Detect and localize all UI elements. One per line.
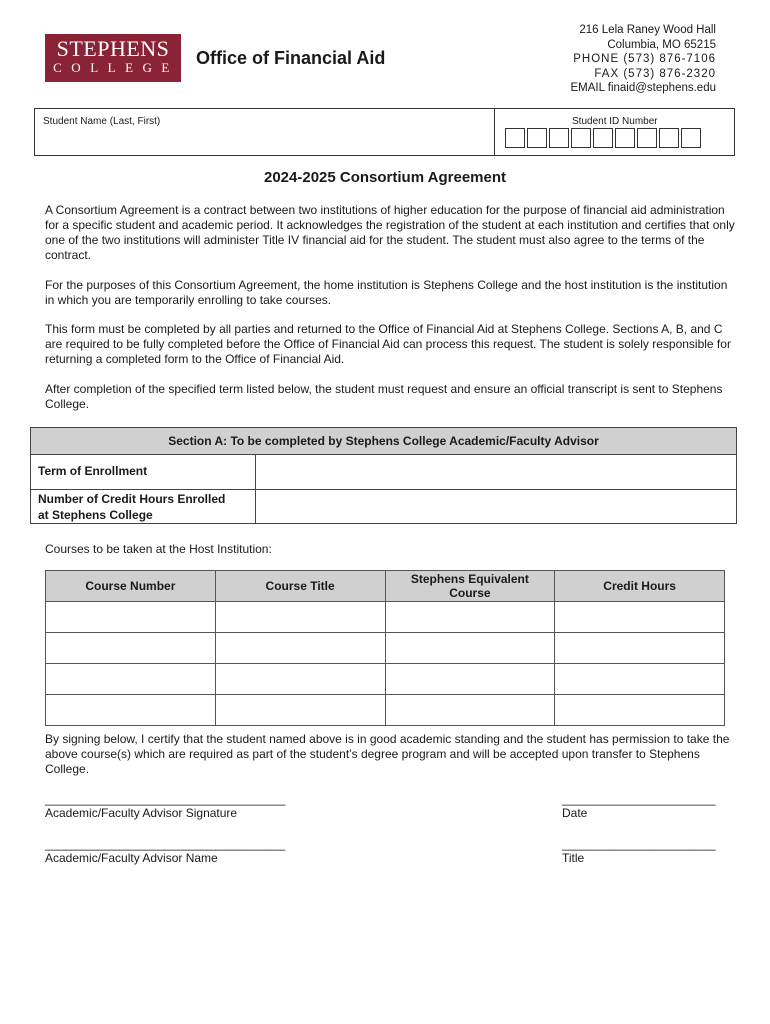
fax-line: FAX (573) 876-2320: [594, 67, 716, 80]
student-info-table: [34, 108, 735, 156]
student-id-label: Student ID Number: [572, 116, 658, 127]
table-cell[interactable]: [215, 664, 385, 695]
office-title: Office of Financial Aid: [196, 48, 386, 68]
id-digit-box[interactable]: [615, 128, 635, 148]
title-line[interactable]: _______________________: [562, 837, 716, 851]
term-label: Term of Enrollment: [38, 464, 148, 478]
college-logo: [45, 34, 181, 82]
table-cell[interactable]: [46, 633, 216, 664]
advisor-signature-line[interactable]: ____________________________________: [45, 792, 286, 806]
courses-intro: Courses to be taken at the Host Institution:: [45, 542, 272, 556]
advisor-name-label: Academic/Faculty Advisor Name: [45, 851, 218, 865]
table-cell[interactable]: [385, 695, 555, 726]
certification-paragraph: By signing below, I certify that the student named above is in good academic standing and the student has permission to take the above course(s) which are required as part of the student’s degree program and will be accepted upon transfer to Stephens College.: [45, 732, 730, 776]
term-input[interactable]: [256, 455, 736, 489]
advisor-name-line[interactable]: ____________________________________: [45, 837, 286, 851]
logo-wordmark: STEPHENS: [56, 36, 170, 61]
phone-line: PHONE (573) 876-7106: [573, 53, 716, 65]
column-header-course-number: Course Number: [46, 571, 216, 602]
advisor-signature-label: Academic/Faculty Advisor Signature: [45, 806, 238, 820]
id-digit-box[interactable]: [637, 128, 657, 148]
title-label: Title: [562, 851, 585, 865]
id-digit-box[interactable]: [681, 128, 701, 148]
date-line[interactable]: _______________________: [562, 792, 716, 806]
table-cell[interactable]: [555, 633, 725, 664]
table-cell[interactable]: [385, 633, 555, 664]
table-cell[interactable]: [215, 633, 385, 664]
student-id-boxes: [505, 128, 701, 148]
table-header-row: [46, 571, 725, 602]
logo-subtitle: COLLEGE: [53, 60, 179, 75]
table-cell[interactable]: [46, 695, 216, 726]
credit-hours-input[interactable]: [256, 490, 736, 524]
table-cell[interactable]: [46, 664, 216, 695]
id-digit-box[interactable]: [505, 128, 525, 148]
column-header-course-title: Course Title: [215, 571, 385, 602]
table-cell[interactable]: [555, 695, 725, 726]
address-line: Columbia, MO 65215: [607, 38, 716, 51]
table-row: [46, 695, 725, 726]
id-digit-box[interactable]: [549, 128, 569, 148]
column-header-equivalent-course: Stephens Equivalent Course: [385, 571, 555, 602]
email-line: EMAIL finaid@stephens.edu: [570, 82, 716, 94]
table-cell[interactable]: [215, 695, 385, 726]
transcript-paragraph: After completion of the specified term listed below, the student must request and ensure an official transcript is sent to Stephens College.: [45, 382, 723, 411]
table-cell[interactable]: [215, 602, 385, 633]
table-cell[interactable]: [385, 602, 555, 633]
table-cell[interactable]: [555, 602, 725, 633]
credit-hours-label-line1: Number of Credit Hours Enrolled: [38, 492, 226, 506]
id-digit-box[interactable]: [527, 128, 547, 148]
address-line: 216 Lela Raney Wood Hall: [579, 24, 716, 36]
instructions-paragraph: This form must be completed by all parties and returned to the Office of Financial Aid at Stephens College. Sections A, B, and C are required to be fully completed before the Office of Financial Aid can process this request. The student is solely responsible for returning a completed form to the Office of Financial Aid.: [45, 322, 731, 366]
office-address: [570, 23, 716, 96]
table-row: [46, 633, 725, 664]
courses-table: [45, 570, 725, 726]
intro-paragraph: A Consortium Agreement is a contract between two institutions of higher education for the purpose of financial aid administration for a specific student and academic period. It acknowledges the registration of the student at each institution and certifies that only one of the two institutions will administer Title IV financial aid for the student. The student must also agree to the terms of the contract.: [45, 203, 735, 262]
section-a-heading: Section A: To be completed by Stephens College Academic/Faculty Advisor: [31, 428, 736, 455]
student-name-label: Student Name (Last, First): [43, 116, 161, 127]
section-a-table: [30, 427, 737, 524]
id-digit-box[interactable]: [593, 128, 613, 148]
credit-hours-label-line2: at Stephens College: [38, 508, 153, 522]
id-digit-box[interactable]: [659, 128, 679, 148]
table-row: [46, 602, 725, 633]
date-label: Date: [562, 806, 588, 820]
column-header-credit-hours: Credit Hours: [555, 571, 725, 602]
id-digit-box[interactable]: [571, 128, 591, 148]
divider: [494, 109, 495, 155]
purpose-paragraph: For the purposes of this Consortium Agreement, the home institution is Stephens College and the host institution is the institution in which you are temporarily enrolling to take courses.: [45, 278, 728, 307]
table-cell[interactable]: [385, 664, 555, 695]
table-cell[interactable]: [555, 664, 725, 695]
table-cell[interactable]: [46, 602, 216, 633]
agreement-title: 2024-2025 Consortium Agreement: [263, 169, 507, 186]
table-row: [46, 664, 725, 695]
